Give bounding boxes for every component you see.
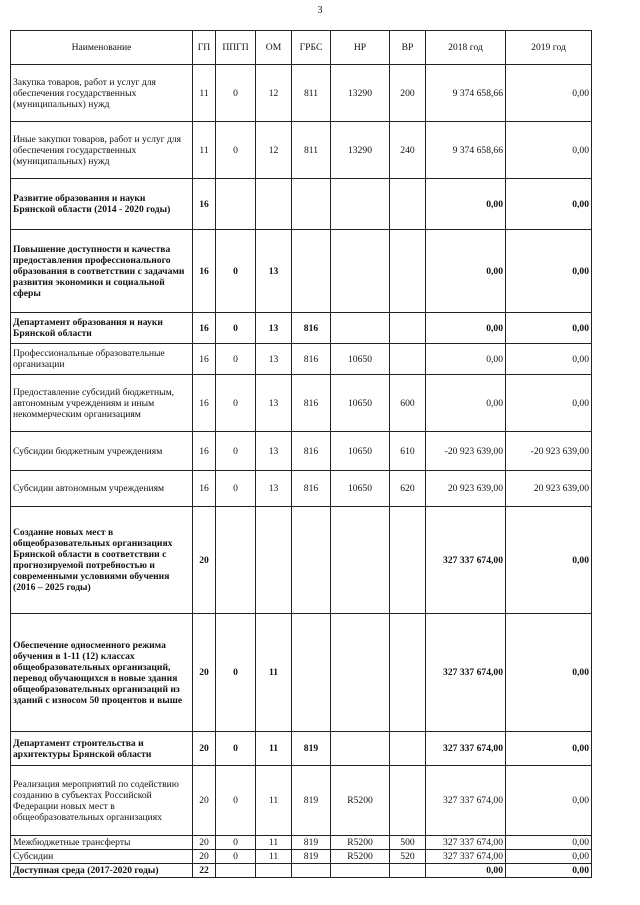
cell-vr: 500 <box>390 836 426 850</box>
cell-2018: 327 337 674,00 <box>426 732 506 766</box>
cell-grbs <box>292 230 331 313</box>
cell-name: Субсидии автономным учреждениям <box>11 471 193 507</box>
cell-gp: 20 <box>193 732 216 766</box>
cell-name: Профессиональные образовательные организации <box>11 344 193 375</box>
table-body <box>11 65 592 878</box>
cell-vr <box>390 766 426 836</box>
cell-2019: 0,00 <box>506 65 592 122</box>
cell-vr <box>390 230 426 313</box>
table-row <box>11 313 592 344</box>
cell-2018: 9 374 658,66 <box>426 65 506 122</box>
cell-nr: 10650 <box>331 432 390 471</box>
table-row <box>11 732 592 766</box>
cell-2018: 0,00 <box>426 344 506 375</box>
cell-ppgp: 0 <box>216 344 256 375</box>
cell-ppgp: 0 <box>216 836 256 850</box>
cell-name: Межбюджетные трансферты <box>11 836 193 850</box>
cell-om: 13 <box>256 313 292 344</box>
table-row <box>11 230 592 313</box>
cell-nr: 13290 <box>331 122 390 179</box>
cell-ppgp: 0 <box>216 766 256 836</box>
cell-om: 11 <box>256 850 292 864</box>
table-row <box>11 344 592 375</box>
table-row <box>11 432 592 471</box>
cell-gp: 11 <box>193 65 216 122</box>
table-row <box>11 122 592 179</box>
cell-2019: 0,00 <box>506 850 592 864</box>
cell-om <box>256 864 292 878</box>
cell-om: 13 <box>256 471 292 507</box>
cell-ppgp: 0 <box>216 850 256 864</box>
cell-om: 11 <box>256 766 292 836</box>
cell-gp: 16 <box>193 375 216 432</box>
cell-nr <box>331 864 390 878</box>
cell-name: Субсидии бюджетным учреждениям <box>11 432 193 471</box>
header-ppgp: ППГП <box>216 31 256 65</box>
cell-vr <box>390 344 426 375</box>
cell-nr: 10650 <box>331 344 390 375</box>
cell-grbs: 819 <box>292 836 331 850</box>
cell-name: Субсидии <box>11 850 193 864</box>
cell-grbs <box>292 179 331 230</box>
cell-vr: 600 <box>390 375 426 432</box>
table-row <box>11 471 592 507</box>
cell-name: Обеспечение односменного режима обучения в 1-11 (12) классах общеобразовательных организаций, перевод обучающихся в новые здания общеобразовательных организаций из зданий с износом 50 процентов и выше <box>11 614 193 732</box>
cell-name: Департамент образования и науки Брянской области <box>11 313 193 344</box>
cell-ppgp: 0 <box>216 122 256 179</box>
header-name: Наименование <box>11 31 193 65</box>
header-gp: ГП <box>193 31 216 65</box>
cell-om: 13 <box>256 375 292 432</box>
cell-2019: 0,00 <box>506 375 592 432</box>
cell-nr <box>331 179 390 230</box>
cell-name: Реализация мероприятий по содействию созданию в субъектах Российской Федерации новых мест в общеобразовательных организациях <box>11 766 193 836</box>
cell-gp: 16 <box>193 344 216 375</box>
cell-vr <box>390 179 426 230</box>
table-row <box>11 65 592 122</box>
table-row <box>11 614 592 732</box>
cell-grbs <box>292 507 331 614</box>
cell-2019: 0,00 <box>506 507 592 614</box>
cell-om: 13 <box>256 432 292 471</box>
cell-ppgp: 0 <box>216 375 256 432</box>
cell-2019: 0,00 <box>506 313 592 344</box>
cell-nr: 10650 <box>331 471 390 507</box>
cell-gp: 20 <box>193 614 216 732</box>
cell-name: Развитие образования и науки Брянской области (2014 - 2020 годы) <box>11 179 193 230</box>
cell-ppgp: 0 <box>216 471 256 507</box>
cell-name: Предоставление субсидий бюджетным, автономным учреждениям и иным некоммерческим организациям <box>11 375 193 432</box>
cell-om: 12 <box>256 122 292 179</box>
cell-gp: 16 <box>193 432 216 471</box>
cell-ppgp: 0 <box>216 614 256 732</box>
header-nr: НР <box>331 31 390 65</box>
cell-gp: 20 <box>193 766 216 836</box>
cell-nr <box>331 507 390 614</box>
budget-table <box>10 30 592 878</box>
table-row <box>11 179 592 230</box>
header-row <box>11 31 592 65</box>
cell-vr: 200 <box>390 65 426 122</box>
cell-name: Доступная среда (2017-2020 годы) <box>11 864 193 878</box>
cell-nr: R5200 <box>331 850 390 864</box>
cell-2019: 0,00 <box>506 344 592 375</box>
cell-om <box>256 179 292 230</box>
cell-grbs: 816 <box>292 344 331 375</box>
cell-name: Создание новых мест в общеобразовательных организациях Брянской области в соответствии с прогнозируемой потребностью и современными условиями обучения (2016 – 2025 годы) <box>11 507 193 614</box>
cell-2019: -20 923 639,00 <box>506 432 592 471</box>
table-row <box>11 864 592 878</box>
cell-om: 11 <box>256 836 292 850</box>
cell-om <box>256 507 292 614</box>
table-row <box>11 766 592 836</box>
cell-gp: 16 <box>193 471 216 507</box>
cell-ppgp <box>216 507 256 614</box>
cell-2019: 0,00 <box>506 230 592 313</box>
cell-2019: 0,00 <box>506 864 592 878</box>
cell-grbs: 819 <box>292 766 331 836</box>
cell-nr <box>331 732 390 766</box>
cell-ppgp: 0 <box>216 313 256 344</box>
header-grbs: ГРБС <box>292 31 331 65</box>
cell-2018: -20 923 639,00 <box>426 432 506 471</box>
cell-ppgp <box>216 179 256 230</box>
cell-gp: 16 <box>193 313 216 344</box>
table-row <box>11 850 592 864</box>
cell-2018: 327 337 674,00 <box>426 507 506 614</box>
cell-grbs <box>292 864 331 878</box>
cell-om: 13 <box>256 230 292 313</box>
cell-ppgp: 0 <box>216 732 256 766</box>
cell-nr: R5200 <box>331 766 390 836</box>
cell-2019: 0,00 <box>506 122 592 179</box>
cell-vr <box>390 864 426 878</box>
cell-om: 13 <box>256 344 292 375</box>
cell-vr: 610 <box>390 432 426 471</box>
cell-gp: 16 <box>193 230 216 313</box>
cell-vr <box>390 507 426 614</box>
cell-2018: 0,00 <box>426 230 506 313</box>
cell-2019: 0,00 <box>506 836 592 850</box>
cell-om: 12 <box>256 65 292 122</box>
cell-vr <box>390 614 426 732</box>
cell-ppgp: 0 <box>216 65 256 122</box>
table-row <box>11 836 592 850</box>
cell-ppgp <box>216 864 256 878</box>
cell-nr: 13290 <box>331 65 390 122</box>
cell-nr <box>331 614 390 732</box>
cell-gp: 20 <box>193 507 216 614</box>
cell-grbs: 811 <box>292 65 331 122</box>
cell-nr <box>331 230 390 313</box>
cell-grbs: 816 <box>292 432 331 471</box>
cell-gp: 20 <box>193 850 216 864</box>
cell-gp: 20 <box>193 836 216 850</box>
cell-name: Иные закупки товаров, работ и услуг для обеспечения государственных (муниципальных) нужд <box>11 122 193 179</box>
cell-nr: 10650 <box>331 375 390 432</box>
header-om: ОМ <box>256 31 292 65</box>
cell-vr: 520 <box>390 850 426 864</box>
cell-2019: 20 923 639,00 <box>506 471 592 507</box>
cell-2018: 0,00 <box>426 375 506 432</box>
cell-grbs: 816 <box>292 471 331 507</box>
header-2018: 2018 год <box>426 31 506 65</box>
cell-vr: 240 <box>390 122 426 179</box>
cell-grbs: 811 <box>292 122 331 179</box>
cell-2018: 20 923 639,00 <box>426 471 506 507</box>
cell-name: Закупка товаров, работ и услуг для обеспечения государственных (муниципальных) нужд <box>11 65 193 122</box>
header-2019: 2019 год <box>506 31 592 65</box>
table-row <box>11 507 592 614</box>
cell-2018: 327 337 674,00 <box>426 614 506 732</box>
header-vr: ВР <box>390 31 426 65</box>
cell-2018: 0,00 <box>426 179 506 230</box>
cell-gp: 22 <box>193 864 216 878</box>
cell-om: 11 <box>256 614 292 732</box>
cell-2018: 327 337 674,00 <box>426 836 506 850</box>
cell-2019: 0,00 <box>506 766 592 836</box>
cell-2018: 327 337 674,00 <box>426 850 506 864</box>
cell-vr <box>390 313 426 344</box>
cell-ppgp: 0 <box>216 230 256 313</box>
cell-2019: 0,00 <box>506 179 592 230</box>
cell-grbs: 816 <box>292 375 331 432</box>
cell-nr <box>331 313 390 344</box>
cell-grbs: 819 <box>292 732 331 766</box>
cell-ppgp: 0 <box>216 432 256 471</box>
cell-nr: R5200 <box>331 836 390 850</box>
cell-grbs: 816 <box>292 313 331 344</box>
cell-name: Департамент строительства и архитектуры Брянской области <box>11 732 193 766</box>
cell-grbs <box>292 614 331 732</box>
cell-gp: 16 <box>193 179 216 230</box>
cell-2018: 0,00 <box>426 313 506 344</box>
page-number: 3 <box>317 5 323 16</box>
cell-vr: 620 <box>390 471 426 507</box>
cell-2018: 327 337 674,00 <box>426 766 506 836</box>
cell-gp: 11 <box>193 122 216 179</box>
table-row <box>11 375 592 432</box>
cell-name: Повышение доступности и качества предоставления профессионального образования в соответствии с задачами развития экономики и социальной сферы <box>11 230 193 313</box>
cell-2018: 9 374 658,66 <box>426 122 506 179</box>
cell-2019: 0,00 <box>506 732 592 766</box>
cell-2018: 0,00 <box>426 864 506 878</box>
cell-grbs: 819 <box>292 850 331 864</box>
cell-om: 11 <box>256 732 292 766</box>
cell-vr <box>390 732 426 766</box>
cell-2019: 0,00 <box>506 614 592 732</box>
